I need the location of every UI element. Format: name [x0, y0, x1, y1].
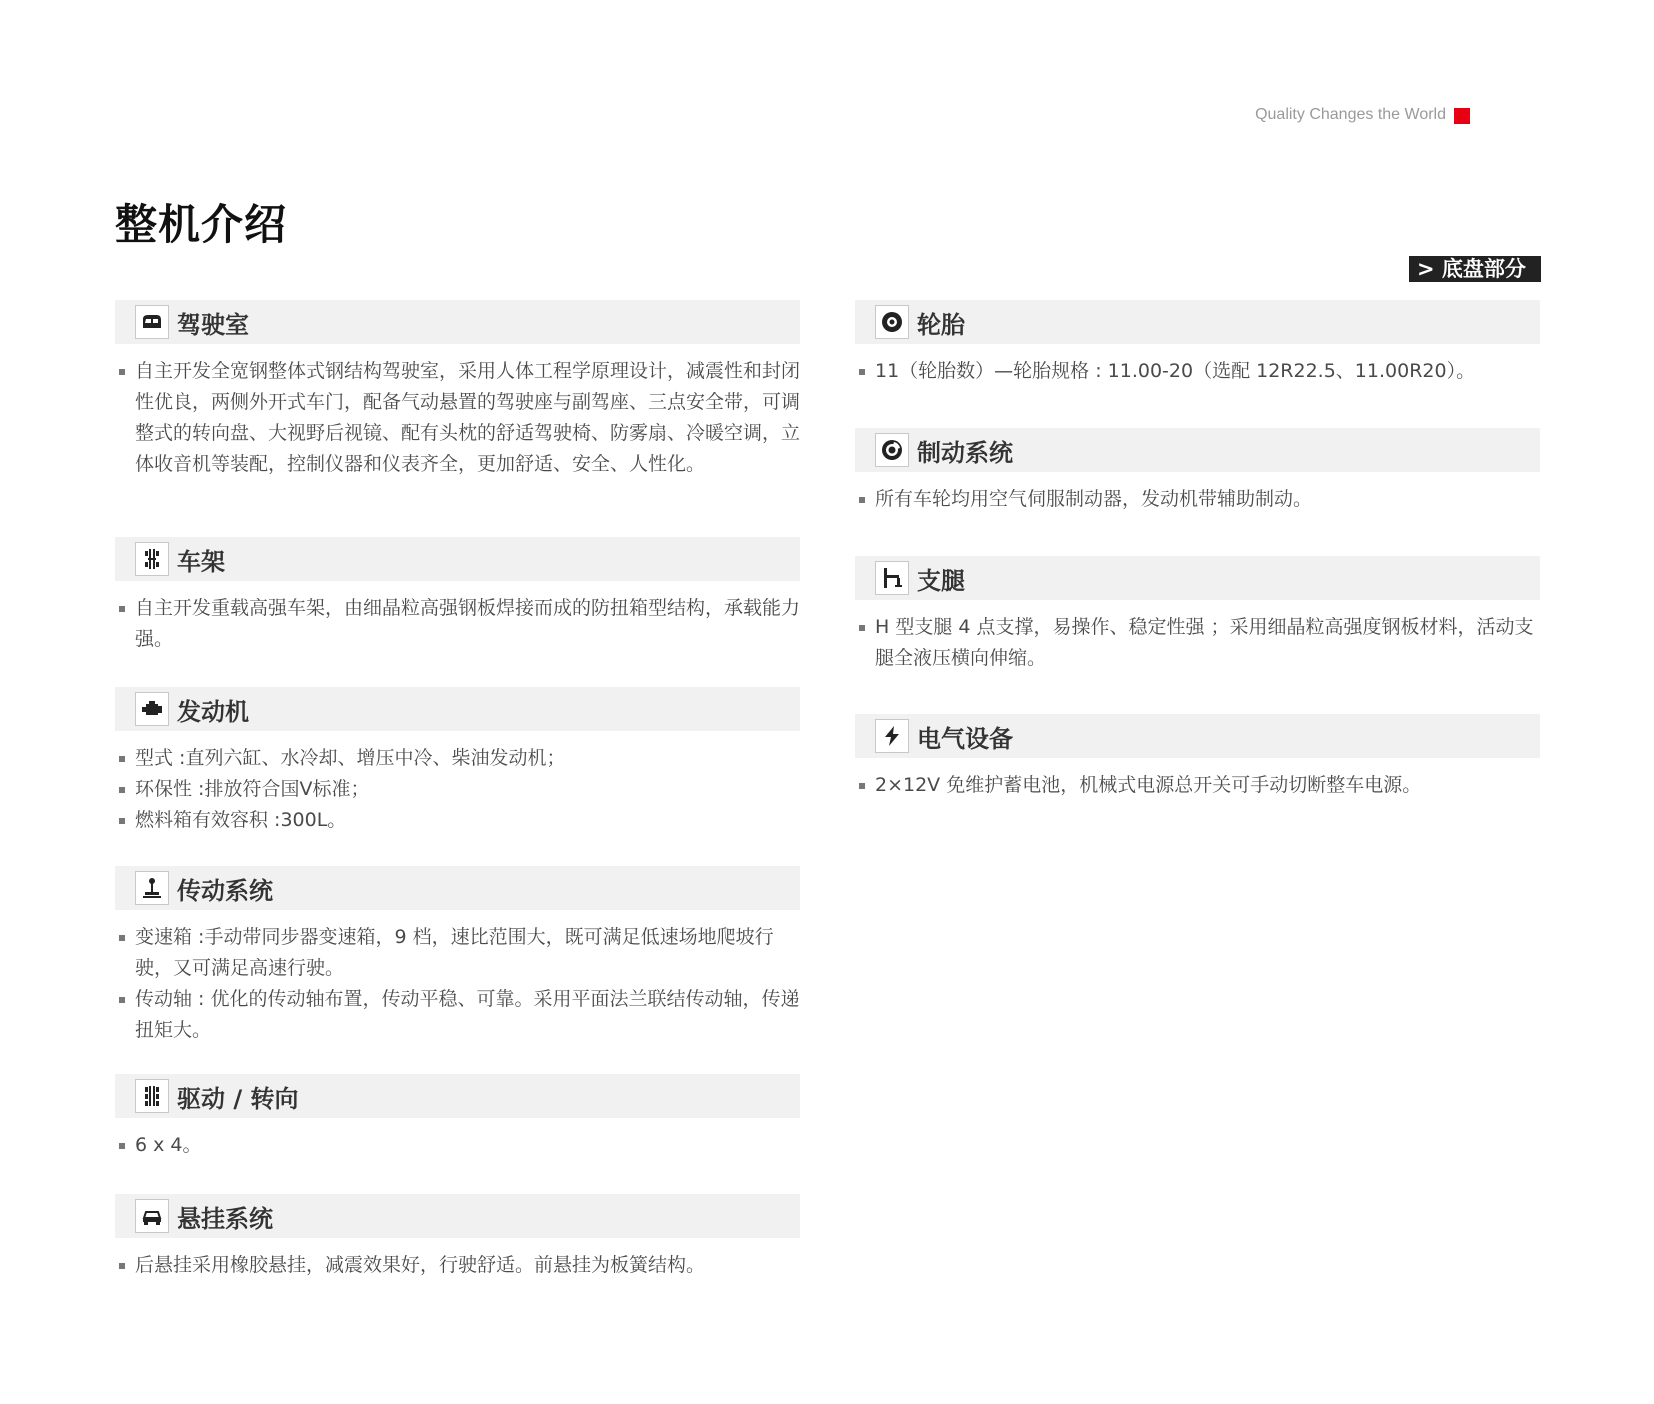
section-header: [855, 300, 1540, 344]
section-header: [115, 1074, 800, 1118]
suspension-icon: [135, 1199, 169, 1233]
section-drive-steering: [115, 1074, 800, 1161]
accent-square: [1454, 108, 1470, 124]
section-header: [115, 1194, 800, 1238]
section-header: [115, 537, 800, 581]
section-title: 驱动 / 转向: [177, 1084, 299, 1113]
list-item: 环保性 :排放符合国Ⅴ标准；: [115, 774, 800, 805]
section-title: 传动系统: [177, 876, 273, 905]
frame-icon: [135, 542, 169, 576]
brake-icon: [875, 433, 909, 467]
section-title: 电气设备: [917, 724, 1013, 753]
list-item: 燃料箱有效容积 :300L。: [115, 805, 800, 836]
outrigger-icon: [875, 561, 909, 595]
section-title: 发动机: [177, 697, 249, 726]
list-item: H 型支腿 4 点支撑，易操作、稳定性强 ；采用细晶粒高强度钢板材料，活动支腿全液压横向伸缩。: [855, 612, 1540, 674]
section-title: 支腿: [917, 566, 965, 595]
list-item: 传动轴 : 优化的传动轴布置，传动平稳、可靠。采用平面法兰联结传动轴，传递扭矩大。: [115, 984, 800, 1046]
engine-icon: [135, 692, 169, 726]
tagline: Quality Changes the World: [1255, 106, 1446, 123]
part-badge: > 底盘部分: [1409, 256, 1541, 282]
section-outrigger: [855, 556, 1540, 674]
gear-lever-icon: [135, 871, 169, 905]
section-header: [115, 300, 800, 344]
section-transmission: [115, 866, 800, 1046]
list-item: 自主开发全宽钢整体式钢结构驾驶室，采用人体工程学原理设计，减震性和封闭性优良，两侧外开式车门，配备气动悬置的驾驶座与副驾座、三点安全带，可调整式的转向盘、大视野后视镜、配有头枕的舒适驾驶椅、防雾扇、冷暖空调，立体收音机等装配，控制仪器和仪表齐全，更加舒适、安全、人性化。: [115, 356, 800, 480]
list-item: 变速箱 :手动带同步器变速箱，9 档，速比范围大，既可满足低速场地爬坡行驶，又可满足高速行驶。: [115, 922, 800, 984]
page-title: 整机介绍: [115, 200, 288, 249]
section-header: [115, 866, 800, 910]
section-brake: [855, 428, 1540, 515]
list-item: 所有车轮均用空气伺服制动器，发动机带辅助制动。: [855, 484, 1540, 515]
section-header: [115, 687, 800, 731]
section-electrical: [855, 714, 1540, 801]
list-item: 自主开发重载高强车架，由细晶粒高强钢板焊接而成的防扭箱型结构，承载能力强。: [115, 593, 800, 655]
section-header: [855, 714, 1540, 758]
section-title: 悬挂系统: [177, 1204, 273, 1233]
list-item: 6 x 4。: [115, 1130, 800, 1161]
list-item: 11（轮胎数）—轮胎规格 : 11.00-20（选配 12R22.5、11.00R20）。: [855, 356, 1540, 387]
section-header: [855, 556, 1540, 600]
section-frame: [115, 537, 800, 655]
section-header: [855, 428, 1540, 472]
tire-icon: [875, 305, 909, 339]
section-tire: [855, 300, 1540, 387]
list-item: 型式 :直列六缸、水冷却、增压中冷、柴油发动机；: [115, 743, 800, 774]
section-cab: [115, 300, 800, 480]
cab-icon: [135, 305, 169, 339]
section-suspension: [115, 1194, 800, 1281]
section-title: 车架: [177, 547, 225, 576]
section-title: 制动系统: [917, 438, 1013, 467]
list-item: 2×12V 免维护蓄电池，机械式电源总开关可手动切断整车电源。: [855, 770, 1540, 801]
section-title: 轮胎: [917, 310, 965, 339]
lightning-icon: [875, 719, 909, 753]
list-item: 后悬挂采用橡胶悬挂，减震效果好，行驶舒适。前悬挂为板簧结构。: [115, 1250, 800, 1281]
section-engine: [115, 687, 800, 836]
axle-icon: [135, 1079, 169, 1113]
section-title: 驾驶室: [177, 310, 249, 339]
